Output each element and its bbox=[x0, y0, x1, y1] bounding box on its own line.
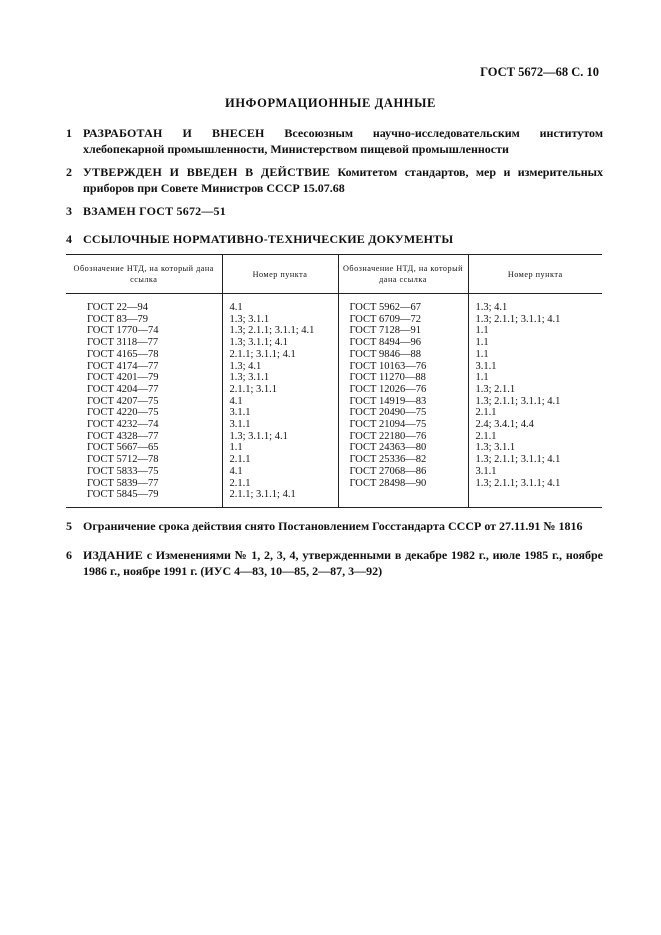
point-number: 1.3; 2.1.1; 3.1.1; 4.1 bbox=[475, 454, 561, 466]
document-designation: ГОСТ 5667—65 bbox=[87, 442, 159, 454]
point-number: 1.3; 2.1.1 bbox=[475, 383, 516, 395]
document-designation: ГОСТ 10163—76 bbox=[349, 360, 427, 372]
item-number: 2 bbox=[66, 165, 72, 179]
document-designation: ГОСТ 4165—78 bbox=[87, 348, 159, 360]
point-number: 1.3; 2.1.1; 3.1.1; 4.1 bbox=[475, 395, 561, 407]
document-designation: ГОСТ 22—94 bbox=[87, 302, 149, 313]
item-text: с Изменениями № 1, 2, 3, 4, утвержденными в декабре 1982 г., июле 1985 г., ноябре 1986 г., ноябре 1991 г. (ИУС 4—83, 10—85, 2—87, 3—92) bbox=[83, 548, 603, 578]
point-number: 1.3; 4.1 bbox=[475, 302, 508, 313]
point-number: 1.3; 2.1.1; 3.1.1; 4.1 bbox=[229, 325, 315, 337]
point-number: 1.3; 3.1.1 bbox=[229, 372, 270, 384]
left-documents-column bbox=[66, 294, 222, 508]
document-designation: ГОСТ 25336—82 bbox=[349, 454, 427, 466]
page-header-ref: ГОСТ 5672—68 С. 10 bbox=[480, 65, 599, 79]
left-points-column bbox=[222, 294, 338, 508]
info-item-2 bbox=[66, 164, 603, 196]
point-number: 1.3; 3.1.1; 4.1 bbox=[229, 430, 288, 442]
item-number: 3 bbox=[66, 204, 72, 218]
point-number: 1.3; 2.1.1; 3.1.1; 4.1 bbox=[475, 313, 561, 325]
document-designation: ГОСТ 3118—77 bbox=[87, 337, 159, 349]
point-number: 2.1.1 bbox=[475, 430, 497, 442]
item-number: 5 bbox=[66, 519, 72, 533]
point-number: 1.3; 3.1.1 bbox=[229, 313, 270, 325]
point-number: 2.1.1; 3.1.1; 4.1 bbox=[229, 489, 296, 501]
point-number: 1.1 bbox=[229, 442, 243, 454]
document-designation: ГОСТ 4204—77 bbox=[87, 383, 159, 395]
item-caps: ВЗАМЕН ГОСТ 5672—51 bbox=[83, 204, 226, 218]
item-caps: РАЗРАБОТАН И ВНЕСЕН bbox=[83, 126, 265, 140]
document-designation: ГОСТ 4232—74 bbox=[87, 419, 159, 431]
point-number: 2.1.1 bbox=[229, 454, 251, 466]
document-designation: ГОСТ 14919—83 bbox=[349, 395, 427, 407]
document-designation: ГОСТ 9846—88 bbox=[349, 348, 422, 360]
point-number: 1.3; 2.1.1; 3.1.1; 4.1 bbox=[475, 477, 561, 489]
document-designation: ГОСТ 8494—96 bbox=[349, 337, 422, 349]
point-number: 4.1 bbox=[229, 465, 243, 477]
item-text: Всесоюзным научно-исследовательским институтом хлебопекарной промышленности, Министерством пищевой промышленности bbox=[83, 126, 604, 156]
item-text: Ограничение срока действия снято Постановлением Госстандарта СССР от 27.11.91 № 1816 bbox=[83, 519, 583, 533]
point-number: 1.3; 3.1.1 bbox=[475, 442, 516, 454]
point-number: 1.1 bbox=[475, 372, 489, 384]
point-number: 1.3; 4.1 bbox=[229, 360, 262, 372]
document-designation: ГОСТ 4207—75 bbox=[87, 395, 159, 407]
point-number: 1.1 bbox=[475, 325, 489, 337]
document-designation: ГОСТ 11270—88 bbox=[349, 372, 426, 384]
document-designation: ГОСТ 4328—77 bbox=[87, 430, 159, 442]
document-designation: ГОСТ 4201—79 bbox=[87, 372, 159, 384]
document-designation: ГОСТ 5845—79 bbox=[87, 489, 159, 501]
info-item-4 bbox=[66, 231, 603, 247]
item-text: Комитетом стандартов, мер и измерительных приборов при Совете Министров СССР 15.07.68 bbox=[83, 165, 603, 195]
document-designation: ГОСТ 24363—80 bbox=[349, 442, 427, 454]
info-item-1 bbox=[66, 125, 603, 157]
right-documents-column bbox=[338, 294, 468, 508]
point-number: 4.1 bbox=[229, 302, 243, 313]
document-designation: ГОСТ 27068—86 bbox=[349, 465, 427, 477]
document-title: ИНФОРМАЦИОННЫЕ ДАННЫЕ bbox=[225, 96, 436, 110]
reference-documents-table bbox=[66, 254, 602, 508]
item-number: 4 bbox=[66, 232, 72, 246]
document-designation: ГОСТ 6709—72 bbox=[349, 313, 422, 325]
document-designation: ГОСТ 5962—67 bbox=[349, 302, 422, 313]
right-points-column bbox=[468, 294, 602, 508]
document-designation: ГОСТ 1770—74 bbox=[87, 325, 159, 337]
col-header-point: Номер пункта bbox=[468, 255, 602, 294]
document-designation: ГОСТ 5833—75 bbox=[87, 465, 159, 477]
info-item-6 bbox=[66, 547, 603, 579]
item-caps: ИЗДАНИЕ bbox=[83, 548, 143, 562]
point-number: 3.1.1 bbox=[229, 419, 251, 431]
document-designation: ГОСТ 7128—91 bbox=[349, 325, 422, 337]
point-number: 3.1.1 bbox=[475, 465, 497, 477]
item-number: 6 bbox=[66, 548, 72, 562]
point-number: 2.1.1; 3.1.1 bbox=[229, 383, 278, 395]
point-number: 3.1.1 bbox=[229, 407, 251, 419]
point-number: 2.1.1 bbox=[475, 407, 497, 419]
item-caps: УТВЕРЖДЕН И ВВЕДЕН В ДЕЙСТВИЕ bbox=[83, 165, 331, 179]
document-designation: ГОСТ 21094—75 bbox=[349, 419, 427, 431]
table-body-row bbox=[66, 294, 602, 508]
info-item-3 bbox=[66, 203, 603, 219]
document-designation: ГОСТ 5712—78 bbox=[87, 454, 159, 466]
document-designation: ГОСТ 12026—76 bbox=[349, 383, 427, 395]
col-header-document: Обозначение НТД, на который дана ссылка bbox=[338, 255, 468, 294]
point-number: 1.3; 3.1.1; 4.1 bbox=[229, 337, 288, 349]
item-caps: ССЫЛОЧНЫЕ НОРМАТИВНО-ТЕХНИЧЕСКИЕ ДОКУМЕНТЫ bbox=[83, 232, 454, 246]
col-header-document: Обозначение НТД, на который дана ссылка bbox=[66, 255, 222, 294]
document-designation: ГОСТ 4220—75 bbox=[87, 407, 159, 419]
point-number: 2.1.1 bbox=[229, 477, 251, 489]
info-item-5 bbox=[66, 518, 603, 534]
document-designation: ГОСТ 22180—76 bbox=[349, 430, 427, 442]
item-number: 1 bbox=[66, 126, 72, 140]
col-header-point: Номер пункта bbox=[222, 255, 338, 294]
point-number: 4.1 bbox=[229, 395, 243, 407]
document-designation: ГОСТ 28498—90 bbox=[349, 477, 427, 489]
point-number: 1.1 bbox=[475, 337, 489, 349]
document-designation: ГОСТ 5839—77 bbox=[87, 477, 159, 489]
point-number: 2.1.1; 3.1.1; 4.1 bbox=[229, 348, 296, 360]
document-designation: ГОСТ 20490—75 bbox=[349, 407, 427, 419]
document-designation: ГОСТ 83—79 bbox=[87, 313, 149, 325]
point-number: 1.1 bbox=[475, 348, 489, 360]
table-header-row bbox=[66, 255, 602, 294]
point-number: 3.1.1 bbox=[475, 360, 497, 372]
document-designation: ГОСТ 4174—77 bbox=[87, 360, 159, 372]
point-number: 2.4; 3.4.1; 4.4 bbox=[475, 419, 534, 431]
